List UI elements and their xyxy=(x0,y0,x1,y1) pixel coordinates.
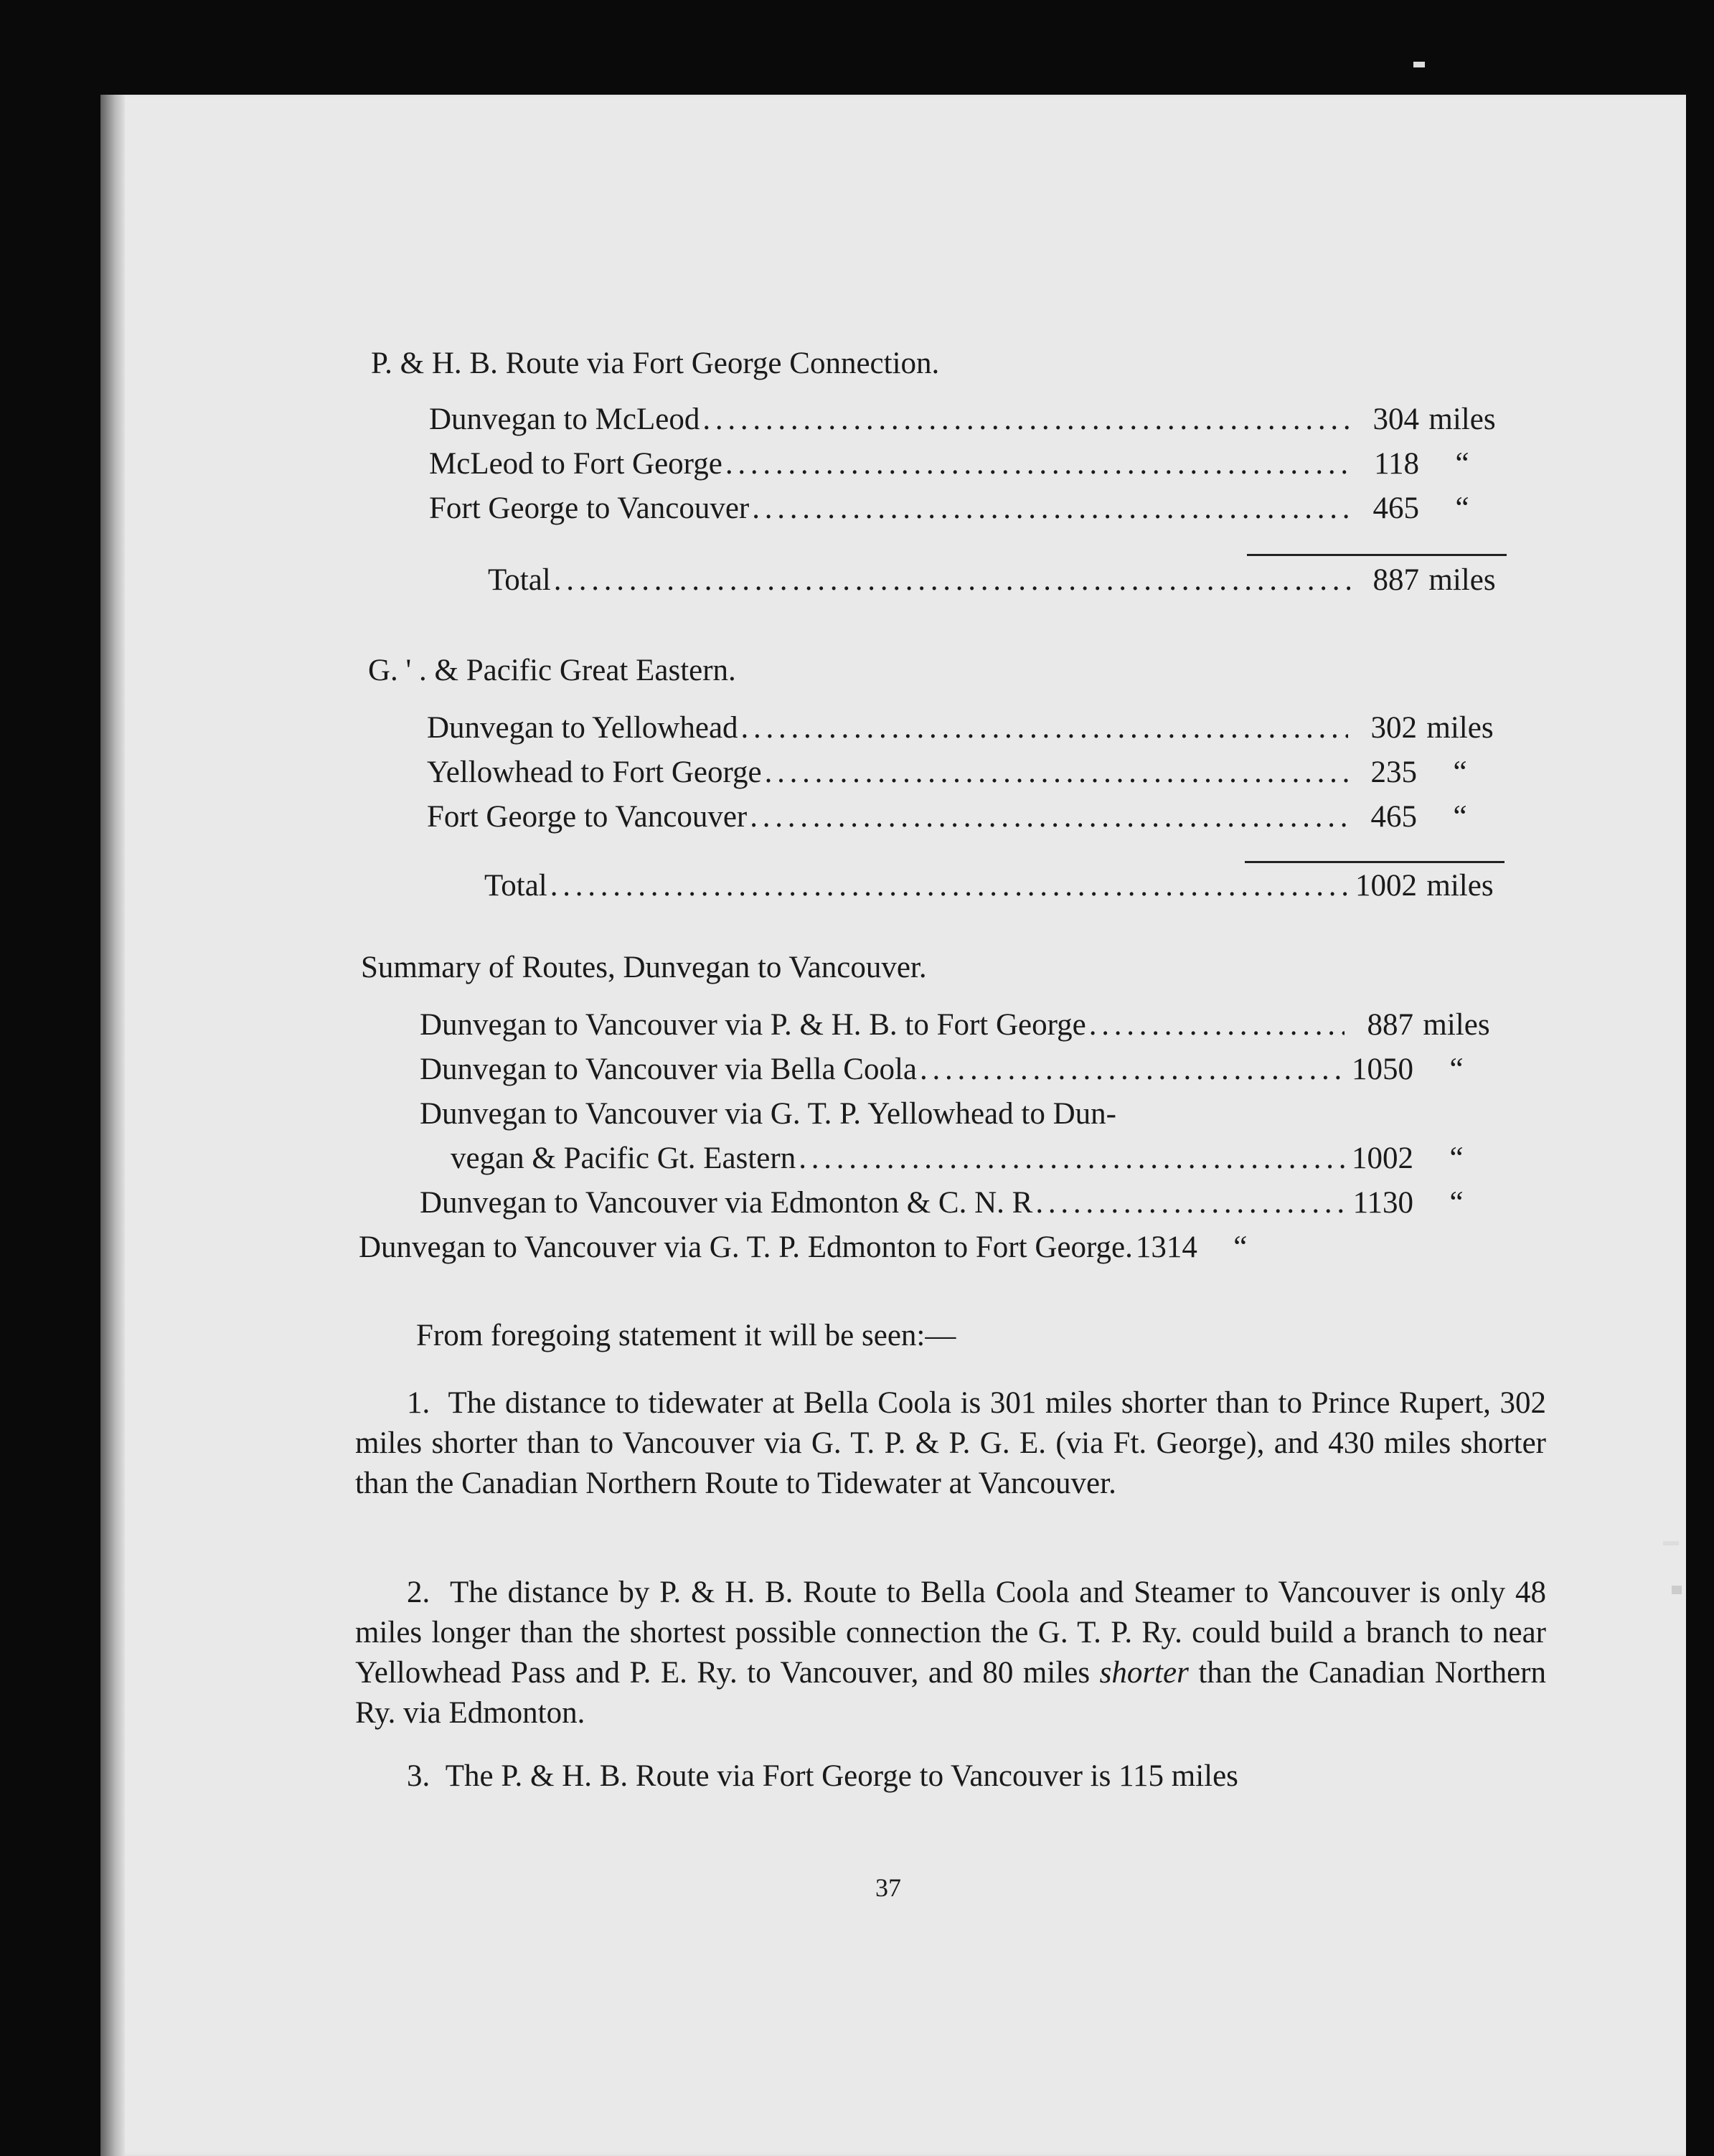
route-label: Dunvegan to Vancouver via G. T. P. Edmonton to Fort George. xyxy=(359,1230,1133,1264)
table-row xyxy=(420,1052,1499,1087)
route-label: McLeod to Fort George xyxy=(429,447,722,481)
route-label: Fort George to Vancouver xyxy=(427,800,748,834)
scan-speck xyxy=(1663,1541,1679,1545)
route-label: Dunvegan to McLeod xyxy=(429,403,700,436)
table-row xyxy=(420,1007,1499,1042)
distance-value: 302 xyxy=(1370,711,1417,745)
point-number: 1. xyxy=(407,1386,430,1420)
route-label: Fort George to Vancouver xyxy=(429,491,750,525)
table-row xyxy=(420,1096,1499,1131)
section-heading-gtp-pge: G. ' . & Pacific Great Eastern. xyxy=(368,654,736,687)
page-number: 37 xyxy=(875,1873,901,1902)
distance-value: 1314 xyxy=(1135,1230,1197,1264)
book-page xyxy=(100,95,1686,2156)
table-row xyxy=(427,755,1503,790)
total-rule xyxy=(1245,861,1505,863)
distance-value: 465 xyxy=(1370,800,1417,834)
route-label: Dunvegan to Vancouver via P. & H. B. to Fort George xyxy=(420,1008,1086,1042)
point-2-paragraph xyxy=(355,1573,1546,1733)
distance-value: 118 xyxy=(1374,447,1419,481)
distance-unit: “ xyxy=(1449,1141,1464,1175)
distance-unit: miles xyxy=(1423,1008,1490,1042)
book-spine xyxy=(100,95,125,2156)
table-row xyxy=(451,1141,1499,1176)
scan-speck xyxy=(1413,62,1425,67)
route-label: Dunvegan to Yellowhead xyxy=(427,711,738,745)
route-label: vegan & Pacific Gt. Eastern xyxy=(451,1141,796,1175)
table-row xyxy=(427,710,1503,745)
section-heading-summary: Summary of Routes, Dunvegan to Vancouver. xyxy=(361,951,927,984)
point-text: The P. & H. B. Route via Fort George to Vancouver is 115 miles xyxy=(445,1759,1238,1793)
point-3-paragraph xyxy=(355,1756,1546,1797)
total-unit: miles xyxy=(1428,563,1496,597)
distance-value: 465 xyxy=(1372,491,1419,525)
distance-unit: “ xyxy=(1233,1230,1248,1264)
distance-unit: “ xyxy=(1453,755,1467,789)
total-row xyxy=(488,562,1505,598)
distance-unit: “ xyxy=(1455,447,1469,481)
point-text: The distance by P. & H. B. Route to Bella Coola and Steamer to Vancouver is only 48 miles longer than the shortest possible connection the G. T. P. Ry. could build a branch to near Yellowhead Pass and P. E. Ry. to Vancouver, and 80 miles xyxy=(355,1576,1547,1690)
distance-value: 235 xyxy=(1370,755,1417,789)
distance-value: 887 xyxy=(1367,1008,1413,1042)
distance-value: 1130 xyxy=(1352,1186,1413,1220)
route-label: Dunvegan to Vancouver via G. T. P. Yellowhead to Dun- xyxy=(420,1097,1116,1131)
table-row xyxy=(359,1230,1499,1265)
route-label: Dunvegan to Vancouver via Edmonton & C. N. R xyxy=(420,1186,1033,1220)
distance-value: 1002 xyxy=(1352,1141,1413,1175)
total-label: Total xyxy=(484,869,547,903)
point-1-paragraph xyxy=(355,1383,1546,1504)
distance-unit: “ xyxy=(1449,1053,1464,1086)
point-text: than the Canadian Northern Ry. via Edmonton. xyxy=(355,1656,1546,1730)
table-row xyxy=(429,446,1505,481)
scan-speck xyxy=(1672,1586,1682,1594)
distance-unit: “ xyxy=(1455,491,1469,525)
table-row xyxy=(429,491,1505,526)
total-row xyxy=(484,868,1503,903)
point-text: The distance to tidewater at Bella Coola is 301 miles shorter than to Prince Rupert, 302 miles shorter than to Vancouver via G. T. P. & P. G. E. (via Ft. George), and 430 miles shorter than the Canadian Northern Route to Tidewater at Vancouver. xyxy=(355,1386,1547,1500)
table-row xyxy=(429,402,1505,437)
total-value: 1002 xyxy=(1355,869,1417,903)
emphasis-text: shorter xyxy=(1099,1656,1189,1690)
table-row xyxy=(420,1185,1499,1220)
route-label: Yellowhead to Fort George xyxy=(427,755,762,789)
route-label: Dunvegan to Vancouver via Bella Coola xyxy=(420,1053,917,1086)
total-unit: miles xyxy=(1426,869,1494,903)
total-value: 887 xyxy=(1372,563,1419,597)
total-label: Total xyxy=(488,563,551,597)
point-number: 2. xyxy=(407,1576,430,1609)
distance-unit: “ xyxy=(1453,800,1467,834)
distance-unit: miles xyxy=(1426,711,1494,745)
table-row xyxy=(427,799,1503,834)
total-rule xyxy=(1247,554,1507,556)
distance-unit: “ xyxy=(1449,1186,1464,1220)
distance-value: 1050 xyxy=(1352,1053,1413,1086)
intro-sentence: From foregoing statement it will be seen:— xyxy=(416,1319,956,1352)
distance-unit: miles xyxy=(1428,403,1496,436)
section-heading-ph-route: P. & H. B. Route via Fort George Connection. xyxy=(371,347,940,380)
point-number: 3. xyxy=(407,1759,430,1793)
distance-value: 304 xyxy=(1372,403,1419,436)
